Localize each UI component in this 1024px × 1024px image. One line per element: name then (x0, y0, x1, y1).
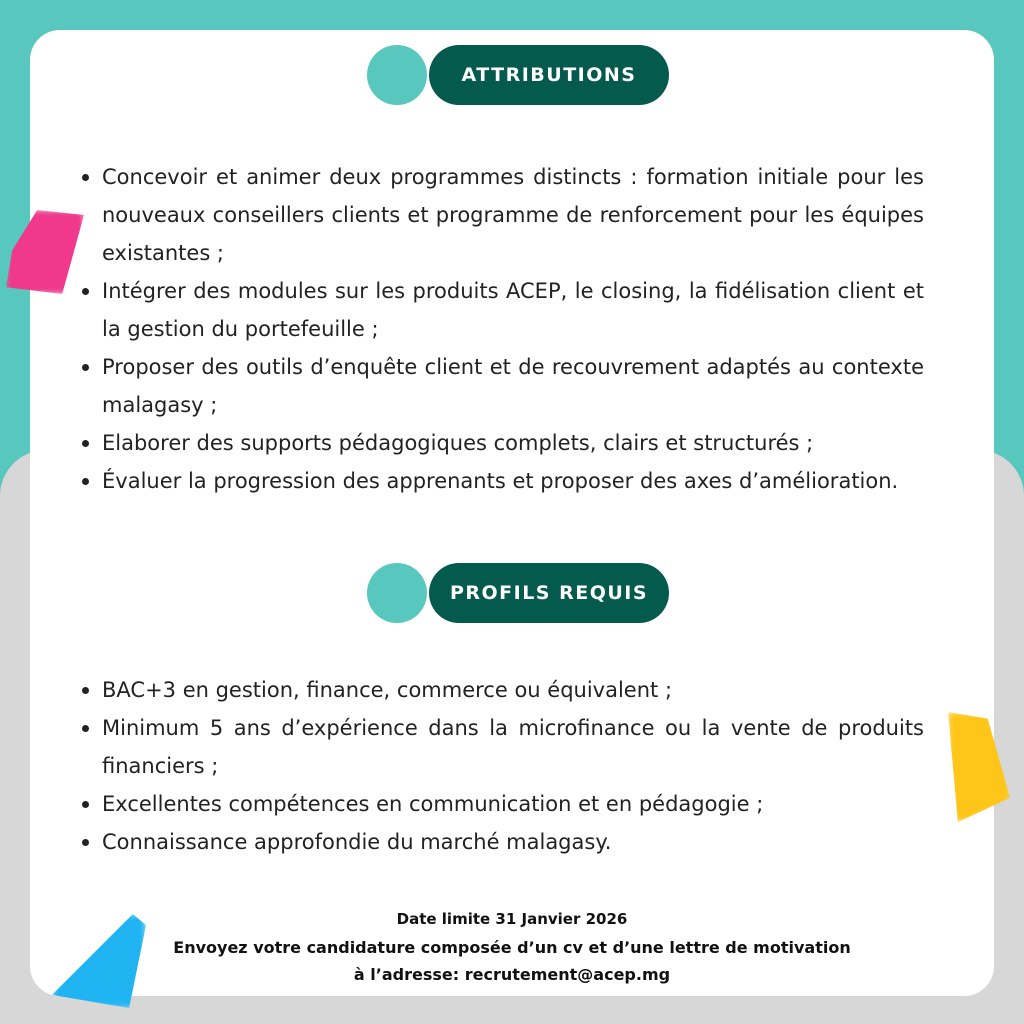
profils-requis-header (367, 563, 669, 623)
application-footer (80, 908, 944, 988)
list-item: Connaissance approfondie du marché malagasy. (80, 823, 924, 861)
section-title: ATTRIBUTIONS (429, 45, 669, 105)
header-dot (367, 563, 427, 623)
list-item: Intégrer des modules sur les produits ACEP, le closing, la fidélisation client et la gestion du portefeuille ; (80, 272, 924, 348)
header-dot (367, 45, 427, 105)
deadline-text: Date limite 31 Janvier 2026 (396, 910, 628, 928)
list-item: Elaborer des supports pédagogiques complets, clairs et structurés ; (80, 424, 924, 462)
attributions-list (80, 158, 924, 500)
application-instructions: Envoyez votre candidature composée d’un cv et d’une lettre de motivation à l’adresse: recrutement@acep.mg (173, 938, 851, 984)
list-item: Concevoir et animer deux programmes distincts : formation initiale pour les nouveaux conseillers clients et programme de renforcement pour les équipes existantes ; (80, 158, 924, 272)
list-item: Minimum 5 ans d’expérience dans la microfinance ou la vente de produits financiers ; (80, 709, 924, 785)
profils-list (80, 671, 924, 861)
list-item: Évaluer la progression des apprenants et proposer des axes d’amélioration. (80, 462, 924, 500)
list-item: Proposer des outils d’enquête client et de recouvrement adaptés au contexte malagasy ; (80, 348, 924, 424)
attributions-header (367, 45, 669, 105)
list-item: Excellentes compétences en communication et en pédagogie ; (80, 785, 924, 823)
list-item: BAC+3 en gestion, finance, commerce ou équivalent ; (80, 671, 924, 709)
section-title: PROFILS REQUIS (429, 563, 669, 623)
